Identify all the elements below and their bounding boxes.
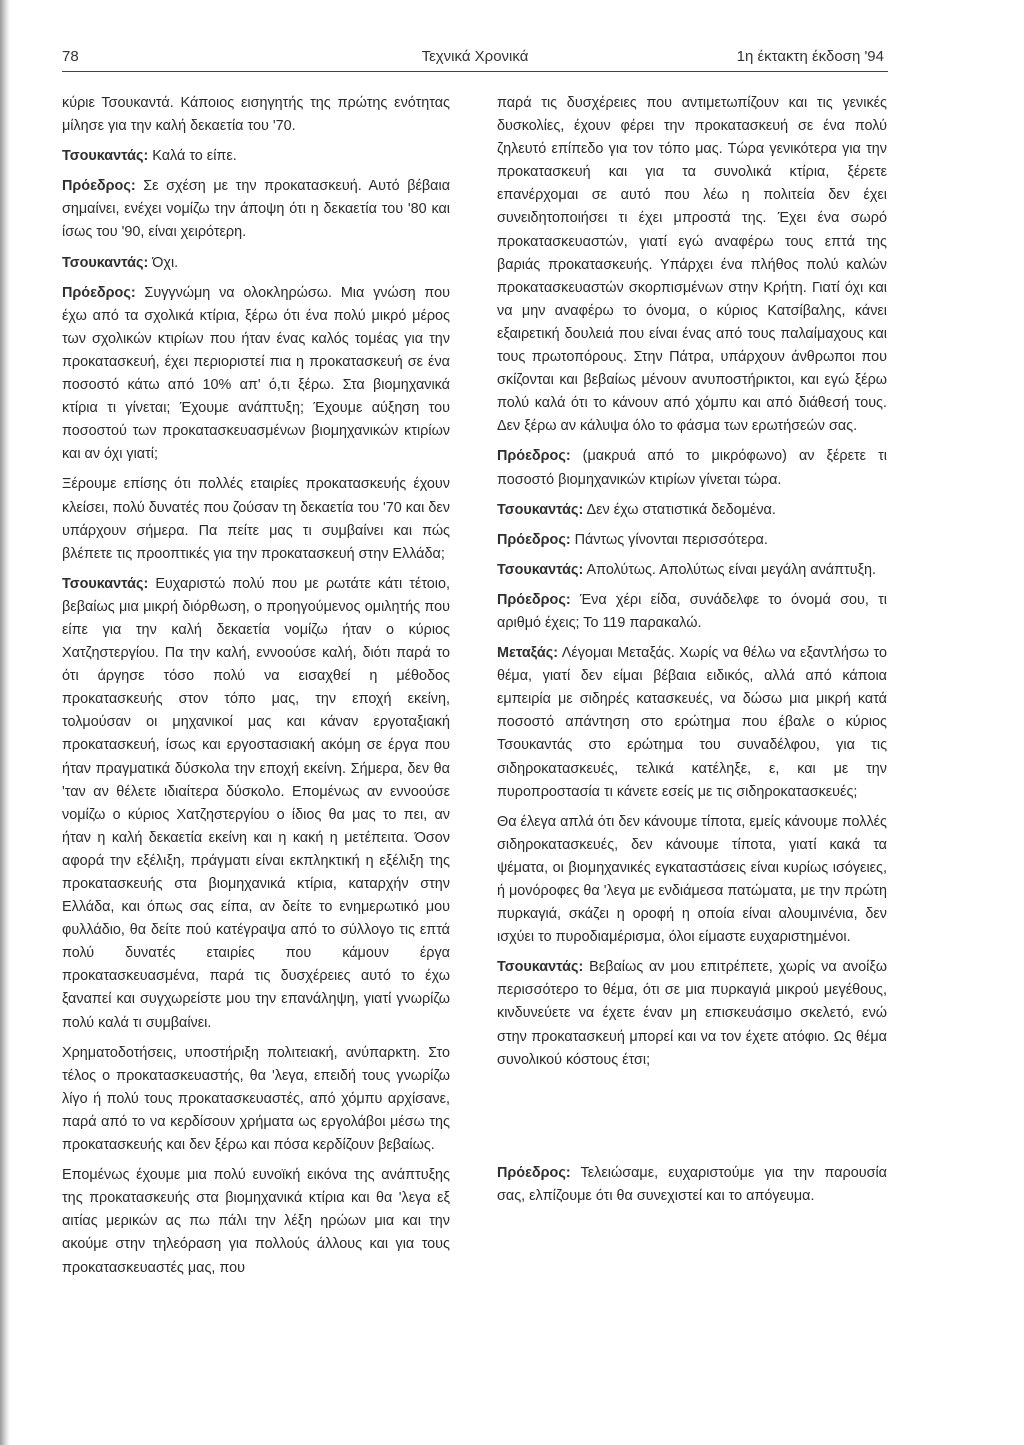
paragraph-text: Ευχαριστώ πολύ που με ρωτάτε κάτι τέτοιο, βεβαίως μια μικρή διόρθωση, ο προηγούμενος ομιλητής που είπε για την καλή δεκαετία νομίζω ήταν ο κύριος Χατζηστεργίου. Πα την καλή, εννοούσε καλή, διότι παρά το ότι άργησε τόσο πολύ να εισαχθεί η μέθοδος προκατασκευής στον τόπο μας, την εποχή εκείνη, τολμούσαν οι μηχανικοί μας και κάναν εργοταξιακή προκατασκευή, ίσως και εργοστασιακή ακόμη σε έργα που ήταν πραγματικά δύσκολα την εποχή εκείνη. Σήμερα, δεν θα 'ταν αν θέλετε ιδιαίτερα δύσκολο. Επομένως αν εννοούσε νομίζω ο κύριος Χατζηστεργίου ο ίδιος θα μας το πει, αν ήταν η καλή δεκαετία εκείνη και η κακή η μετέπειτα. Όσον αφορά την εξέλιξη, πράγματι είναι εκπληκτική η εξέλιξη της προκατασκευής στα βιομηχανικά κτίρια, καταρχήν στην Ελλάδα, και όπως σας είπα, αν δείτε το ενημερωτικό μου φυλλάδιο, θα δείτε πού κατέγραψα από το σύλλογο τις επτά πολύ δυνατές εταιρίες που κάμουν έργα προκατασκευασμένα, παρά τις δυσχέρειες αυτό το έχω ξαναπεί και συγχωρείστε μου την επανάληψη, γιατί γνωρίζω πολύ καλά τι συμβαίνει. bbox=[62, 575, 450, 1031]
scan-edge-shadow bbox=[0, 0, 10, 1445]
paragraph-text: Σε σχέση με την προκατασκευή. Αυτό βέβαια σημαίνει, ενέχει νομίζω την άποψη ότι η δεκαετία του '80 και ίσως του '90, είναι χειρότερη. bbox=[62, 178, 451, 241]
paragraph-text: Λέγομαι Μεταξάς. Χωρίς να θέλω να εξαντλήσω το θέμα, γιατί δεν είμαι βέβαια ειδικός, αλλά από κάποια εμπειρία με σιδηρές κατασκευές, να δώσω μια μικρή κατά ποσοστό απάντηση στο ερώτημα που έβαλε ο κύριος Τσουκαντάς στο ερώτημα του συναδέλφου, για τις σιδηροκατασκευές, τελικά κατέληξε, ε, και με την πυροπροστασία τι κάνετε εσείς με τις σιδηροκατασκευές; bbox=[497, 645, 887, 800]
paragraph bbox=[62, 1164, 450, 1279]
paragraph bbox=[62, 92, 450, 138]
speaker-label: Τσουκαντάς: bbox=[62, 254, 149, 271]
paragraph-text: Ξέρουμε επίσης ότι πολλές εταιρίες προκατασκευής έχουν κλείσει, πολύ δυνατές που ζούσαν τη δεκαετία του '70 και δεν υπάρχουν σήμερα. Πα πείτε μας τι συμβαίνει και πώς βλέπετε τις προοπτικές για την προκατασκευή στην Ελλάδα; bbox=[62, 476, 450, 562]
paragraph-text: Χρηματοδοτήσεις, υποστήριξη πολιτειακή, ανύπαρκτη. Στο τέλος ο προκατασκευαστής, θα 'λεγα, επειδή τους γνωρίζω λίγο ή πολύ τους προκατασκευαστές, από χόμπυ αρχίσανε, παρά από το να κερδίσουν χρήματα ως εργολάβοι μέσω της προκατασκευής και δεν ξέρω και πόσα κερδίζουν βεβαίως. bbox=[62, 1044, 450, 1154]
paragraph bbox=[62, 1042, 450, 1157]
paragraph bbox=[62, 252, 450, 275]
speaker-label: Πρόεδρος: bbox=[497, 531, 571, 548]
paragraph bbox=[62, 573, 450, 1035]
header-rule bbox=[62, 71, 888, 72]
page-header bbox=[62, 44, 888, 68]
journal-title: Τεχνικά Χρονικά bbox=[421, 48, 529, 65]
paragraph bbox=[497, 559, 887, 582]
paragraph-text: Τελειώσαμε, ευχαριστούμε για την παρουσία σας, ελπίζουμε ότι θα συνεχιστεί και το απόγευμα. bbox=[497, 1164, 887, 1204]
paragraph bbox=[497, 499, 887, 522]
paragraph-text: Απολύτως. Απολύτως είναι μεγάλη ανάπτυξη. bbox=[586, 561, 877, 578]
speaker-label: Πρόεδρος: bbox=[62, 284, 136, 301]
paragraph-text: Καλά το είπε. bbox=[152, 148, 237, 165]
paragraph-text: (μακρυά από το μικρόφωνο) αν ξέρετε τι ποσοστό βιομηχανικών κτιρίων γίνεται τώρα. bbox=[497, 448, 888, 488]
speaker-label: Πρόεδρος: bbox=[497, 448, 571, 465]
paragraph-text: παρά τις δυσχέρειες που αντιμετωπίζουν και τις γενικές δυσκολίες, έχουν φέρει την προκατασκευή σε ένα πολύ ζηλευτό επίπεδο για τον τόπο μας. Τώρα γενικότερα για την προκατασκευή και για τα συνολικά κτίρια, ξέρετε επανέρχομαι σε αυτό που λέω η πολιτεία δεν έχει συνειδητοποιήσει τι έχει μπροστά της. Έχει ένα σωρό προκατασκευαστών, γιατί εγώ αναφέρω τους επτά της βαριάς προκατασκευής. Υπάρχει ένα πλήθος πολύ καλών προκατασκευαστών σκορπισμένων στην Κρήτη. Γιατί όχι και να μην αναφέρω το όνομα, ο κύριος Κατσίβαλης, κάνει εξαιρετική δουλειά που είναι ένας από τους παλαίμαχους και τους πρωτοπόρους. Στην Πάτρα, υπάρχουν άνθρωποι που σκίζονται και βεβαίως μένουν ανυποστήρικτοι, και εγώ ξέρω πολύ καλά ότι το κάνουν από χόμπυ και από διάθεσή τους. Δεν ξέρω αν κάλυψα όλο το φάσμα των ερωτήσεών σας. bbox=[497, 95, 887, 435]
right-column bbox=[497, 92, 887, 1215]
page-number: 78 bbox=[62, 48, 79, 65]
speaker-label: Πρόεδρος: bbox=[497, 591, 571, 608]
paragraph-text: Πάντως γίνονται περισσότερα. bbox=[574, 531, 768, 548]
paragraph bbox=[497, 589, 887, 635]
paragraph bbox=[497, 92, 887, 438]
paragraph bbox=[497, 642, 887, 804]
speaker-label: Τσουκαντάς: bbox=[497, 501, 584, 518]
paragraph bbox=[497, 956, 887, 1071]
paragraph bbox=[497, 529, 887, 552]
paragraph-text: Ένα χέρι είδα, συνάδελφε το όνομά σου, τι αριθμό έχεις; Το 119 παρακαλώ. bbox=[497, 591, 887, 631]
paragraph-text: Συγγνώμη να ολοκληρώσω. Μια γνώση που έχω από τα σχολικά κτίρια, ξέρω ότι ένα πολύ μικρό μέρος των σχολικών κτιρίων που ήταν ένας καλός τομέας για την προκατασκευή, έχει περιοριστεί πια η προκατασκευή σε ένα ποσοστό κάτω από 10% απ' ό,τι ξέρω. Στα βιομηχανικά κτίρια τι γίνεται; Έχουμε ανάπτυξη; Έχουμε αύξηση του ποσοστού των προκατασκευασμένων βιομηχανικών κτιρίων και αν όχι γιατί; bbox=[62, 284, 450, 463]
speaker-label: Τσουκαντάς: bbox=[62, 575, 149, 592]
paragraph bbox=[62, 145, 450, 168]
left-column bbox=[62, 92, 450, 1287]
paragraph bbox=[497, 811, 887, 950]
paragraph-text: Δεν έχω στατιστικά δεδομένα. bbox=[586, 501, 776, 518]
speaker-label: Τσουκαντάς: bbox=[62, 148, 149, 165]
speaker-label: Μεταξάς: bbox=[497, 645, 559, 662]
issue-label: 1η έκτακτη έκδοση '94 bbox=[736, 48, 884, 65]
paragraph bbox=[62, 282, 450, 467]
speaker-label: Πρόεδρος: bbox=[497, 1164, 571, 1181]
speaker-label: Τσουκαντάς: bbox=[497, 959, 584, 976]
speaker-label: Τσουκαντάς: bbox=[497, 561, 584, 578]
closing-paragraph bbox=[497, 1162, 887, 1208]
paragraph bbox=[497, 445, 887, 491]
speaker-label: Πρόεδρος: bbox=[62, 178, 136, 195]
paragraph-text: Επομένως έχουμε μια πολύ ευνοϊκή εικόνα της ανάπτυξης της προκατασκευής στα βιομηχανικά κτίρια και θα 'λεγα εξ αιτίας μερικών ας πω πάλι την λέξη ηρώων μια και την ακούμε στην τηλεόραση για πολλούς άλλους και για τους προκατασκευαστές μας, που bbox=[62, 1167, 450, 1276]
paragraph-text: Όχι. bbox=[152, 254, 179, 271]
paragraph bbox=[62, 473, 450, 565]
paragraph-text: κύριε Τσουκαντά. Κάποιος εισηγητής της πρώτης ενότητας μίλησε για την καλή δεκαετία του '70. bbox=[62, 95, 450, 135]
paragraph bbox=[62, 175, 450, 244]
paragraph-text: Βεβαίως αν μου επιτρέπετε, χωρίς να ανοίξω περισσότερο το θέμα, ότι σε μια πυρκαγιά μικρού μεγέθους, κινδυνεύετε να έχετε έναν μη επισκευάσιμο σκελετό, ενώ στην προκατασκευή μπορεί και να τον έχετε ατόφιο. Ως θέμα συνολικού κόστους έτσι; bbox=[497, 959, 887, 1068]
paragraph-text: Θα έλεγα απλά ότι δεν κάνουμε τίποτα, εμείς κάνουμε πολλές σιδηροκατασκευές, δεν κάνουμε τίποτα, γιατί κακά τα ψέματα, οι βιομηχανικές εγκαταστάσεις είναι κυρίως ισόγειες, ή μονόροφες θα 'λεγα με ενδιάμεσα πατώματα, με την πρώτη πυρκαγιά, σκάζει η οροφή η οποία είναι αλουμινένια, δεν ισχύει το πυροδιαμέρισμα, όλοι είμαστε ευχαριστημένοι. bbox=[497, 813, 887, 946]
